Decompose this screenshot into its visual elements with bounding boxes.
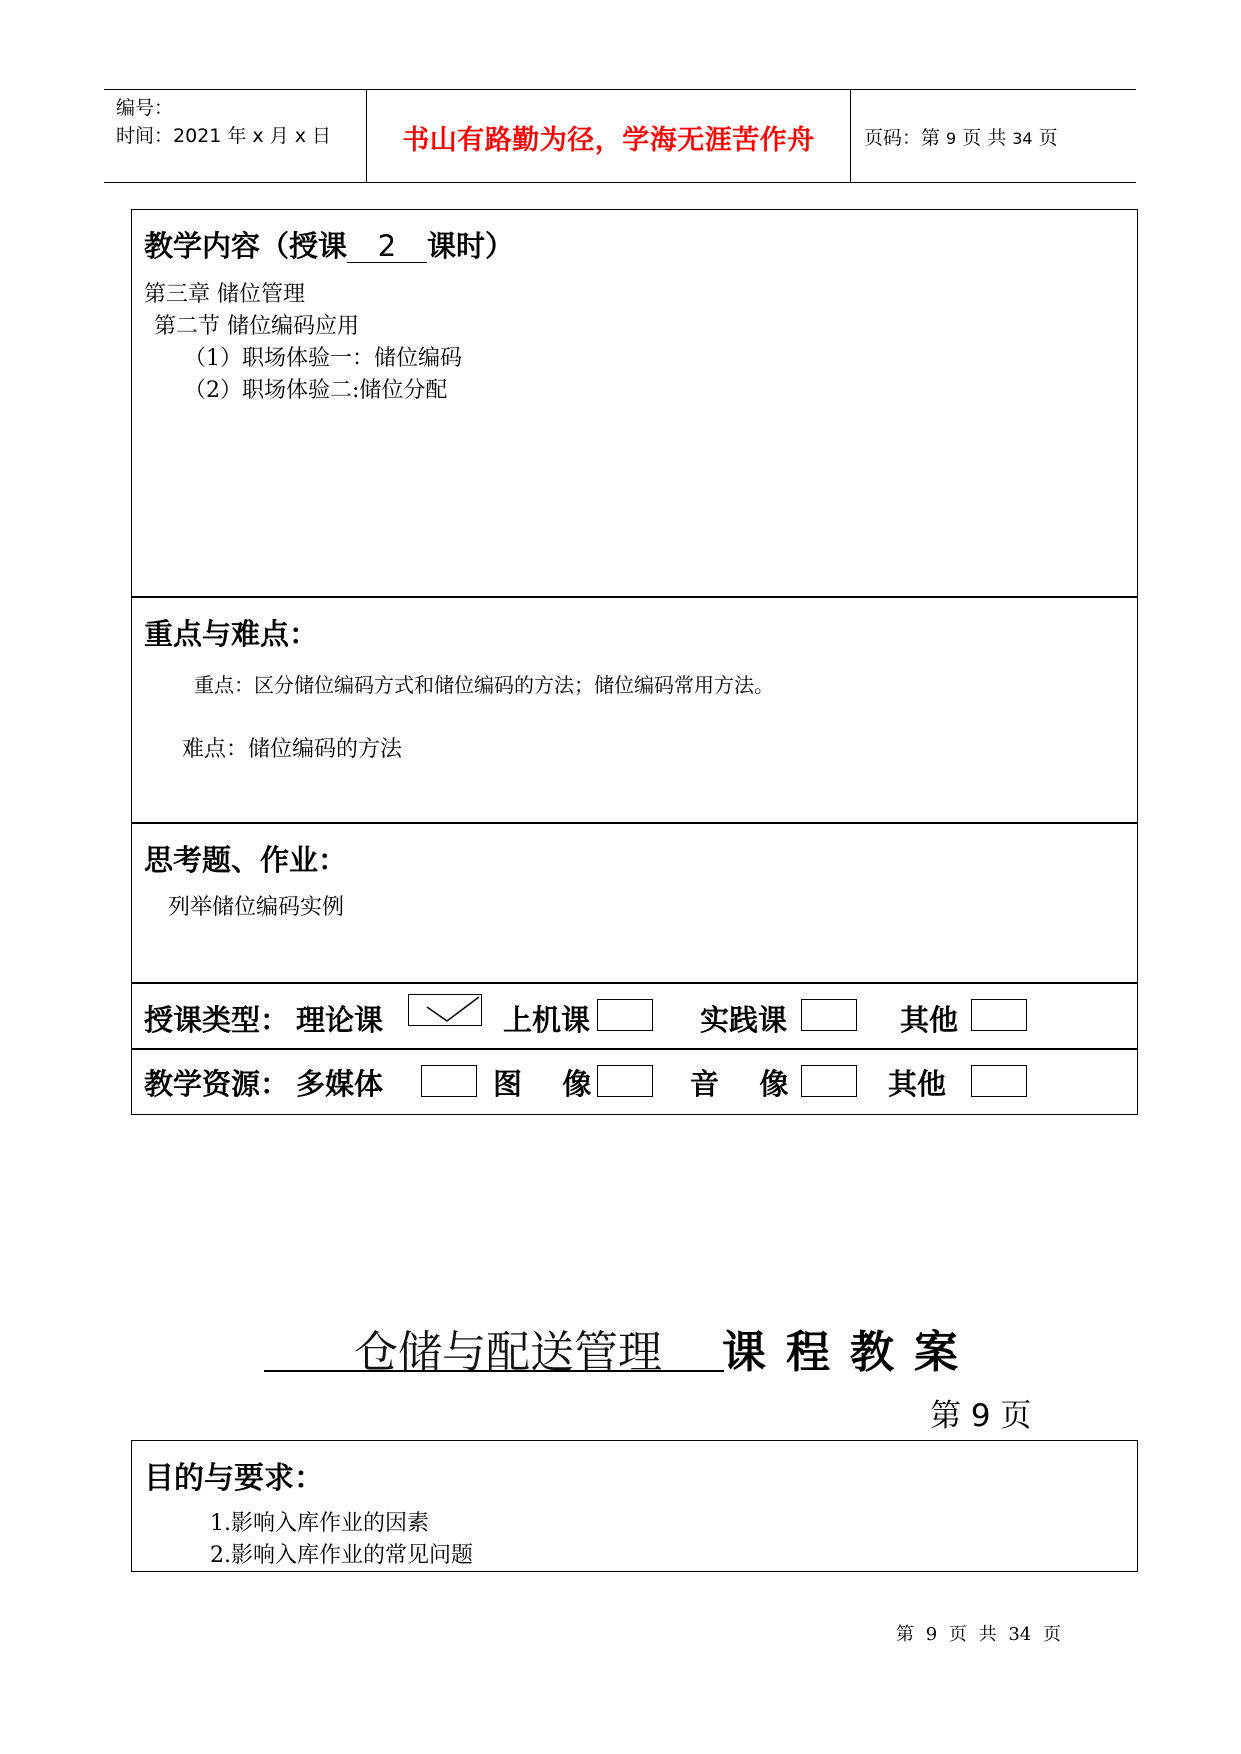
page-suffix: 页	[1038, 127, 1058, 149]
document-number-label: 编号：	[116, 97, 174, 119]
key-section-title: 重点与难点：	[144, 617, 319, 651]
class-type-other-checkbox[interactable]	[971, 999, 1027, 1031]
class-type-lab-label: 上机课	[503, 1003, 591, 1037]
page-header	[104, 89, 1136, 183]
resource-multimedia-checkbox[interactable]	[421, 1065, 477, 1097]
course-page-label: 第 9 页	[930, 1398, 1032, 1434]
resources-label: 教学资源：	[144, 1067, 290, 1101]
class-type-practice-checkbox[interactable]	[801, 999, 857, 1031]
resource-image-checkbox[interactable]	[597, 1065, 653, 1097]
class-type-practice-label: 实践课	[700, 1003, 788, 1037]
homework-section-title: 思考题、作业：	[144, 843, 348, 877]
resource-image-label: 图 像	[493, 1067, 592, 1101]
key-point-text: 重点：区分储位编码方式和储位编码的方法；储位编码常用方法。	[194, 673, 774, 697]
resource-av-label: 音 像	[690, 1067, 789, 1101]
resource-multimedia-label: 多媒体	[296, 1067, 384, 1101]
header-divider	[850, 90, 851, 182]
row-divider	[132, 982, 1137, 984]
goals-section-title: 目的与要求：	[144, 1461, 324, 1496]
document-date: 时间：2021 年 x 月 x 日	[116, 125, 332, 147]
content-title-prefix: 教学内容（授课	[144, 229, 348, 263]
course-name: 仓储与配送管理	[354, 1327, 662, 1378]
content-line: 第二节 储位编码应用	[154, 314, 359, 339]
content-line: （2）职场体验二:储位分配	[184, 378, 448, 403]
row-divider	[132, 822, 1137, 824]
page-mid: 页 共	[962, 127, 1007, 149]
header-left	[116, 94, 331, 150]
teaching-hours: 2	[347, 230, 427, 263]
class-type-label: 授课类型：	[144, 1003, 290, 1037]
resource-other-label: 其他	[888, 1067, 947, 1101]
header-page-info	[864, 123, 1058, 150]
checkmark-icon	[409, 995, 481, 1025]
content-title-suffix: 课时）	[427, 229, 515, 263]
goal-item: 1.影响入库作业的因素	[210, 1511, 429, 1536]
lesson-plan-table	[131, 209, 1138, 1115]
content-line: （1）职场体验一：储位编码	[184, 346, 462, 371]
resource-av-checkbox[interactable]	[801, 1065, 857, 1097]
row-divider	[132, 1048, 1137, 1050]
page-prefix: 页码：第	[864, 127, 941, 149]
class-type-theory-checkbox[interactable]	[408, 994, 482, 1026]
content-section-title	[144, 224, 514, 265]
page-number: 9	[946, 129, 957, 148]
class-type-other-label: 其他	[900, 1003, 959, 1037]
page-total: 34	[1012, 129, 1033, 148]
header-motto: 书山有路勤为径，学海无涯苦作舟	[402, 125, 815, 156]
course-plan-title: 课程教案	[722, 1327, 978, 1378]
resource-other-checkbox[interactable]	[971, 1065, 1027, 1097]
goal-item: 2.影响入库作业的常见问题	[210, 1543, 473, 1568]
content-line: 第三章 储位管理	[144, 282, 305, 307]
row-divider	[132, 596, 1137, 598]
page-footer: 第 9 页 共 34 页	[896, 1624, 1061, 1645]
homework-text: 列举储位编码实例	[168, 895, 345, 920]
class-type-theory-label: 理论课	[296, 1003, 384, 1037]
class-type-lab-checkbox[interactable]	[597, 999, 653, 1031]
goals-table	[131, 1440, 1138, 1572]
difficulty-text: 难点：储位编码的方法	[182, 737, 403, 762]
